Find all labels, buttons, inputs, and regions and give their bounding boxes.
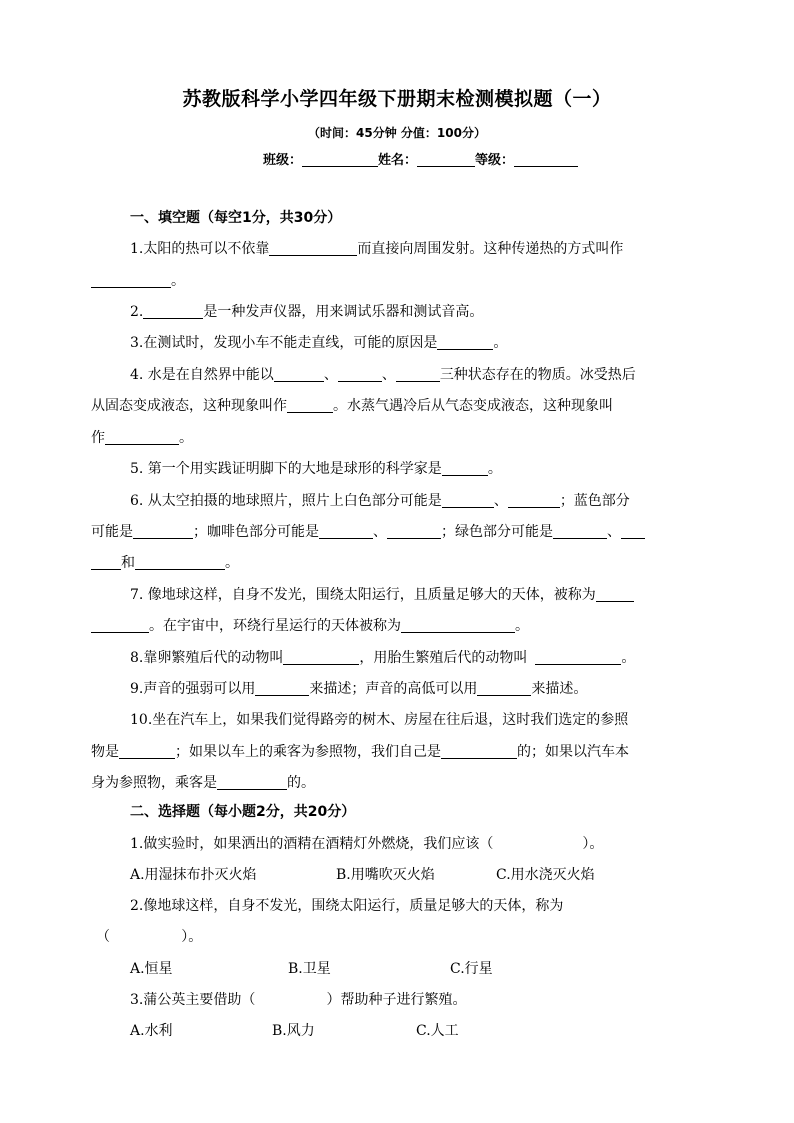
q6-blank-1[interactable]	[442, 492, 494, 508]
q4-text-d: 三种状态存在的物质。冰受热后	[439, 367, 636, 383]
question-10	[130, 709, 628, 729]
q8-text-a: 8.靠卵繁殖后代的动物叫	[130, 650, 284, 666]
choice-question-2-cont: （ ）。	[96, 929, 203, 945]
name-field[interactable]	[417, 152, 475, 167]
q4-blank-3[interactable]	[396, 366, 440, 382]
grade-field[interactable]	[514, 152, 578, 167]
question-5	[130, 458, 502, 478]
q4-blank-1[interactable]	[274, 366, 324, 382]
choice-3-option-a[interactable]: A.水利	[130, 1023, 173, 1039]
q8-blank-2[interactable]	[535, 649, 621, 665]
choice-2-option-b[interactable]: B.卫星	[288, 961, 331, 977]
question-1-cont	[91, 270, 185, 290]
question-1	[130, 238, 623, 258]
choice-3-option-b[interactable]: B.风力	[272, 1023, 315, 1039]
q6-blank-2[interactable]	[508, 492, 560, 508]
q1-text-a: 1.太阳的热可以不依靠	[130, 241, 270, 257]
q6-text-a: 6. 从太空拍摄的地球照片，照片上白色部分可能是	[130, 493, 442, 509]
q6-blank-5[interactable]	[387, 523, 441, 539]
q6-text-d: 可能是	[91, 524, 133, 540]
section-choice-heading: 二、选择题（每小题2分，共20分）	[130, 804, 356, 820]
q4-blank-2[interactable]	[338, 366, 382, 382]
q4-text-g: 作	[91, 430, 105, 446]
q3-blank[interactable]	[437, 334, 493, 350]
q5-text-b: 。	[487, 461, 502, 477]
q6-text-i: 和	[121, 555, 135, 571]
q5-text-a: 5. 第一个用实践证明脚下的大地是球形的科学家是	[130, 461, 442, 477]
q8-blank-1[interactable]	[283, 649, 359, 665]
q4-blank-5[interactable]	[105, 429, 179, 445]
q2-blank[interactable]	[143, 303, 203, 319]
choice-2-option-a[interactable]: A.恒星	[130, 961, 173, 977]
q9-blank-2[interactable]	[477, 680, 531, 696]
q10-blank-3[interactable]	[217, 774, 287, 790]
question-2	[130, 301, 483, 321]
q7-blank-1b[interactable]	[91, 617, 149, 633]
q3-text-b: 。	[493, 335, 508, 351]
section-fill-heading: 一、填空题（每空1分，共30分）	[130, 210, 342, 226]
question-9	[130, 678, 587, 698]
q9-blank-1[interactable]	[255, 680, 309, 696]
q2-text-b: 是一种发声仪器，用来调试乐器和测试音高。	[203, 304, 484, 320]
q9-text-b: 来描述；声音的高低可以用	[309, 681, 478, 697]
q4-text-e: 从固态变成液态，这种现象叫作	[91, 398, 287, 414]
choice-1-option-c[interactable]: C.用水浇灭火焰	[496, 867, 595, 883]
q10-text-f: 的。	[287, 775, 315, 791]
choice-1-option-b[interactable]: B.用嘴吹灭火焰	[336, 867, 435, 883]
question-6-cont2	[91, 552, 239, 572]
q10-text-b: 物是	[91, 744, 119, 760]
choice-3-option-c[interactable]: C.人工	[416, 1023, 459, 1039]
q1-text-c: 。	[171, 273, 185, 289]
name-label: 姓名：	[378, 153, 418, 168]
q4-sep-2: 、	[381, 367, 396, 383]
page-title: 苏教版科学小学四年级下册期末检测模拟题（一）	[182, 88, 612, 110]
q6-blank-7b[interactable]	[91, 554, 121, 570]
q6-blank-4[interactable]	[319, 523, 373, 539]
choice-question-1: 1.做实验时，如果洒出的酒精在酒精灯外燃烧，我们应该（ ）。	[130, 836, 604, 852]
question-4	[130, 364, 636, 384]
q2-text-a: 2.	[130, 304, 144, 320]
q9-text-c: 来描述。	[531, 681, 588, 697]
choice-1-options	[130, 864, 595, 884]
q6-text-c: ；蓝色部分	[559, 493, 630, 509]
q10-text-e: 身为参照物，乘客是	[91, 775, 217, 791]
q10-text-a: 10.坐在汽车上，如果我们觉得路旁的树木、房屋在往后退，这时我们选定的参照	[130, 712, 629, 728]
q10-text-d: 的；如果以汽车本	[517, 744, 629, 760]
q6-text-j: 。	[225, 555, 239, 571]
q6-blank-3[interactable]	[133, 523, 193, 539]
q7-text-a: 7. 像地球这样，自身不发光，围绕太阳运行，且质量足够大的天体，被称为	[130, 587, 596, 603]
question-10-cont2	[91, 772, 315, 792]
q9-text-a: 9.声音的强弱可以用	[130, 681, 256, 697]
choice-2-option-c[interactable]: C.行星	[450, 961, 493, 977]
q7-text-c: 。	[515, 618, 529, 634]
q6-blank-6[interactable]	[553, 523, 607, 539]
q7-blank-2[interactable]	[401, 617, 515, 633]
class-field[interactable]	[302, 152, 378, 167]
choice-1-option-a[interactable]: A.用湿抹布扑灭火焰	[130, 867, 257, 883]
q6-text-e: ；咖啡色部分可能是	[193, 524, 319, 540]
q10-blank-2[interactable]	[441, 743, 517, 759]
grade-label: 等级：	[475, 153, 515, 168]
q1-blank-1[interactable]	[269, 240, 357, 256]
q6-blank-8[interactable]	[135, 554, 225, 570]
q4-blank-4[interactable]	[287, 397, 333, 413]
q6-sep-3: 、	[607, 524, 621, 540]
question-6	[130, 490, 630, 510]
exam-meta: （时间：45分钟 分值：100分）	[308, 126, 486, 140]
q4-text-h: 。	[179, 430, 193, 446]
q4-sep-1: 、	[323, 367, 338, 383]
question-4-cont	[91, 395, 613, 415]
question-7	[130, 584, 634, 604]
question-8	[130, 647, 635, 667]
q6-sep-1: 、	[493, 493, 508, 509]
q6-blank-7a[interactable]	[621, 523, 645, 539]
q1-text-b: 而直接向周围发射。这种传递热的方式叫作	[357, 241, 624, 257]
q1-blank-2[interactable]	[91, 272, 171, 288]
q4-text-a: 4. 水是在自然界中能以	[130, 367, 274, 383]
question-7-cont	[91, 615, 529, 635]
choice-question-2: 2.像地球这样，自身不发光，围绕太阳运行，质量足够大的天体，称为	[130, 898, 564, 914]
question-3	[130, 332, 507, 352]
choice-3-options	[130, 1020, 459, 1040]
q8-text-c: 。	[621, 650, 636, 666]
choice-question-3: 3.蒲公英主要借助（ ）帮助种子进行繁殖。	[130, 992, 467, 1008]
q10-blank-1[interactable]	[119, 743, 175, 759]
q8-text-b: ，用胎生繁殖后代的动物叫	[359, 650, 528, 666]
q6-sep-2: 、	[373, 524, 387, 540]
q3-text-a: 3.在测试时，发现小车不能走直线，可能的原因是	[130, 335, 438, 351]
question-6-cont	[91, 521, 645, 541]
q6-text-g: ；绿色部分可能是	[441, 524, 553, 540]
class-label: 班级：	[263, 153, 303, 168]
q7-text-b: 。在宇宙中，环绕行星运行的天体被称为	[149, 618, 401, 634]
q4-text-f: 。水蒸气遇冷后从气态变成液态，这种现象叫	[333, 398, 613, 414]
student-info-row	[263, 149, 578, 168]
q10-text-c: ；如果以车上的乘客为参照物，我们自己是	[175, 744, 441, 760]
question-10-cont	[91, 741, 629, 761]
question-4-cont2	[91, 427, 193, 447]
choice-2-options	[130, 958, 493, 978]
q5-blank[interactable]	[442, 460, 488, 476]
q7-blank-1a[interactable]	[596, 586, 634, 602]
